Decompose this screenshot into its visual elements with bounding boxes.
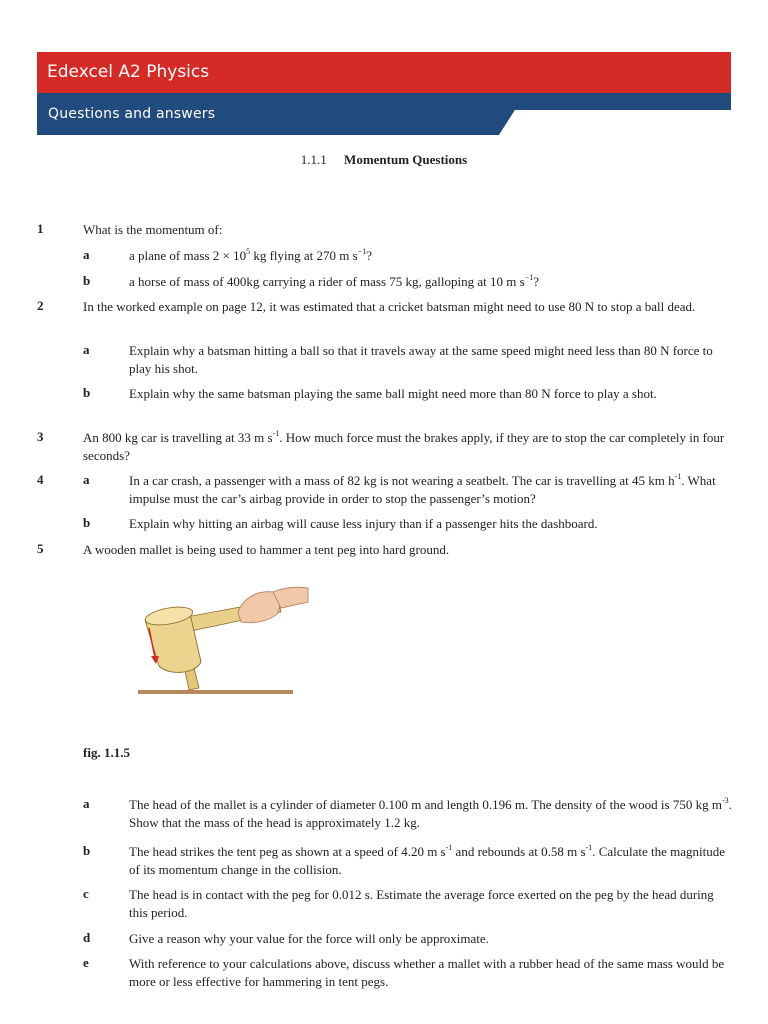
q5-part-e-label: e xyxy=(83,955,89,970)
q2-part-a-text: Explain why a batsman hitting a ball so that it travels away at the same speed might need less than 80 N force to play his shot. xyxy=(129,343,713,376)
question-3-text: An 800 kg car is travelling at 33 m $s^{-1}$. How much force must the brakes apply, if they are to stop the car completely in four seconds? xyxy=(83,428,725,463)
question-number-2: 2 xyxy=(37,298,44,313)
q1-part-b-label: b xyxy=(83,273,91,288)
mallet-illustration xyxy=(83,578,378,706)
q2-part-a-label: a xyxy=(83,342,90,357)
question-number-3: 3 xyxy=(37,429,44,444)
q1-part-b-text: a horse of mass of 400kg carrying a rider of mass 75 kg, galloping at 10 m $s^{-1}$? xyxy=(129,272,539,289)
q5-part-d-label: d xyxy=(83,930,91,945)
q5-part-b-text: The head strikes the tent peg as shown at a speed of 4.20 m $s^{-1}$ and rebounds at 0.58 m $s^{-1}$. Calculate the magnitude of its momentum change in the collision. xyxy=(129,842,726,877)
header-subtitle: Questions and answers xyxy=(48,106,216,122)
q4-part-b-label: b xyxy=(83,515,91,530)
q4-part-b-text: Explain why hitting an airbag will cause less injury than if a passenger hits the dashboard. xyxy=(129,516,598,531)
header-banner xyxy=(37,52,731,135)
q2-part-b-label: b xyxy=(83,385,91,400)
section-title: Momentum Questions xyxy=(344,152,468,167)
q1-part-a-text: a plane of mass $2 \times 10^5$ kg flying at 270 m $s^{-1}$? xyxy=(129,246,372,263)
section-number: 1.1.1 xyxy=(300,152,327,167)
header-title: Edexcel A2 Physics xyxy=(47,62,210,82)
q4-part-a-text: In a car crash, a passenger with a mass of 82 kg is not wearing a seatbelt. The car is travelling at 45 km $h^{-1}$. What impulse must the car’s airbag provide in order to stop the passenger’s motion? xyxy=(129,471,716,506)
q4-part-a-label: a xyxy=(83,472,90,487)
question-number-1: 1 xyxy=(37,221,44,236)
q5-part-b-label: b xyxy=(83,843,91,858)
figure-caption: fig. 1.1.5 xyxy=(83,745,130,760)
question-5-text: A wooden mallet is being used to hammer a tent peg into hard ground. xyxy=(83,542,450,557)
q5-part-a-label: a xyxy=(83,796,90,811)
q2-part-b-text: Explain why the same batsman playing the same ball might need more than 80 N force to play a shot. xyxy=(129,386,657,401)
question-1-text: What is the momentum of: xyxy=(83,222,223,237)
q5-part-e-text: With reference to your calculations above, discuss whether a mallet with a rubber head of the same mass would be more or less effective for hammering in tent pegs. xyxy=(129,956,725,989)
q5-part-c-text: The head is in contact with the peg for 0.012 s. Estimate the average force exerted on the peg by the head during this period. xyxy=(129,887,714,920)
section-heading xyxy=(0,152,768,168)
q1-part-a-label: a xyxy=(83,247,90,262)
question-number-4: 4 xyxy=(37,472,44,487)
question-2-text: In the worked example on page 12, it was estimated that a cricket batsman might need to use 80 N to stop a ball dead. xyxy=(83,299,696,314)
q5-part-c-label: c xyxy=(83,886,89,901)
question-number-5: 5 xyxy=(37,541,44,556)
q5-part-a-text: The head of the mallet is a cylinder of diameter 0.100 m and length 0.196 m. The density of the wood is 750 kg $m^{-3}$. Show that the mass of the head is approximately 1.2 kg. xyxy=(129,795,732,830)
q5-part-d-text: Give a reason why your value for the force will only be approximate. xyxy=(129,931,489,946)
